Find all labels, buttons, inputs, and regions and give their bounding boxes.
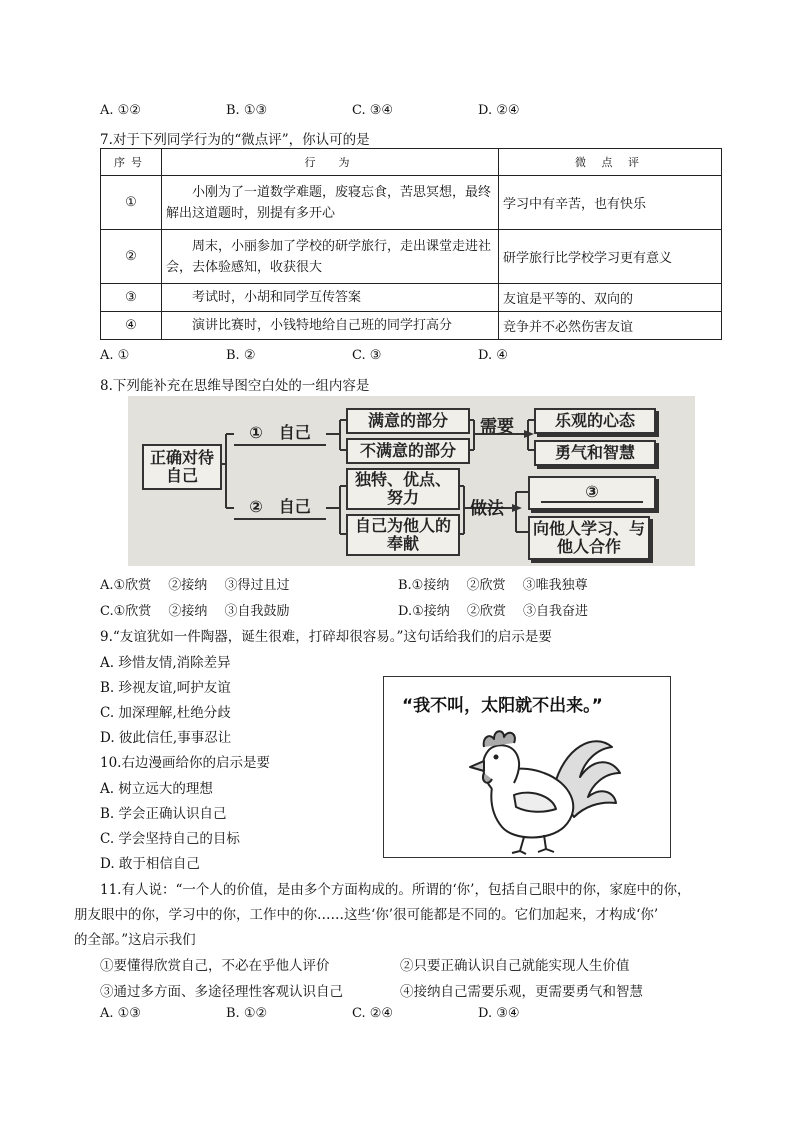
q6-option-a: A. ①② xyxy=(100,103,141,118)
q7-row-behavior: 周末，小丽参加了学校的研学旅行，走出课堂走进社会，去体验感知，收获很大 xyxy=(162,230,499,284)
q11-statement-2: ②只要正确认识自己就能实现人生价值 xyxy=(400,958,630,974)
q11-option-b: B. ①② xyxy=(226,1006,268,1021)
q7-row-comment: 研学旅行比学校学习更有意义 xyxy=(499,230,722,284)
q7-option-b: B. ② xyxy=(226,348,256,363)
mind-map-unsatisfied: 不满意的部分 xyxy=(346,438,470,464)
table-row xyxy=(101,312,722,340)
q9-option-c: C. 加深理解,杜绝分歧 xyxy=(100,705,231,721)
q10-option-c: C. 学会坚持自己的目标 xyxy=(100,831,240,847)
mind-map xyxy=(128,396,695,566)
mind-map-strengths: 独特、优点、努力 xyxy=(346,468,460,510)
q11-statement-3: ③通过多方面、多途径理性客观认识自己 xyxy=(100,984,343,1000)
q11-stem-line-3: 的全部。”这启示我们 xyxy=(74,932,196,948)
q11-stem-line-2: 朋友眼中的你，学习中的你，工作中的你……这些‘你’很可能都是不同的。它们加起来，才构成‘你’ xyxy=(74,907,659,923)
q6-option-b: B. ①③ xyxy=(226,103,268,118)
mind-map-branch-1: ① 自己 xyxy=(234,422,326,446)
q11-option-a: A. ①③ xyxy=(100,1006,141,1021)
q11-option-d: D. ③④ xyxy=(478,1006,520,1021)
q7-row-no: ③ xyxy=(101,284,162,312)
q7-row-behavior: 演讲比赛时，小钱特地给自己班的同学打高分 xyxy=(162,312,499,340)
q6-option-d: D. ②④ xyxy=(478,103,520,118)
mind-map-contribution: 自己为他人的奉献 xyxy=(346,514,460,556)
q9-stem: 9.“友谊犹如一件陶器，诞生很难，打碎却很容易。”这句话给我们的启示是要 xyxy=(100,629,552,645)
q7-row-comment: 竞争并不必然伤害友谊 xyxy=(499,312,722,340)
mind-map-root: 正确对待自己 xyxy=(142,444,222,490)
mind-map-courage: 勇气和智慧 xyxy=(534,440,656,466)
comic-caption: “我不叫，太阳就不出来。” xyxy=(402,696,603,716)
q11-statement-1: ①要懂得欣赏自己，不必在乎他人评价 xyxy=(100,958,330,974)
q7-row-behavior: 小刚为了一道数学难题，废寝忘食，苦思冥想，最终解出这道题时，别提有多开心 xyxy=(162,176,499,230)
q8-option-b: B.①接纳 ②欣赏 ③唯我独尊 xyxy=(398,578,588,593)
table-row xyxy=(101,230,722,284)
q7-row-no: ① xyxy=(101,176,162,230)
q6-options xyxy=(100,103,520,118)
q8-option-a: A.①欣赏 ②接纳 ③得过且过 xyxy=(100,578,290,593)
mind-map-do-label: 做法 xyxy=(470,499,504,519)
q8-option-c: C.①欣赏 ②接纳 ③自我鼓励 xyxy=(100,604,290,619)
mind-map-branch-2: ② 自己 xyxy=(234,496,326,520)
q7-row-no: ② xyxy=(101,230,162,284)
q8-options-row1 xyxy=(100,574,588,593)
q7-stem: 7.对于下列同学行为的“微点评”，你认可的是 xyxy=(100,132,370,148)
q11-statement-4: ④接纳自己需要乐观，更需要勇气和智慧 xyxy=(400,984,643,1000)
q8-options-row2 xyxy=(100,600,588,619)
q7-option-a: A. ① xyxy=(100,348,130,363)
q11-stem-line-1: 11.有人说：“一个人的价值，是由多个方面构成的。所谓的‘你’，包括自己眼中的你，家庭中的你， xyxy=(100,882,691,898)
q7-table xyxy=(100,148,722,340)
mind-map-learn: 向他人学习、与他人合作 xyxy=(528,516,650,560)
q7-options xyxy=(100,348,508,363)
table-row xyxy=(101,284,722,312)
rooster-comic xyxy=(383,676,671,858)
q7-header-comment: 微 点 评 xyxy=(499,149,722,176)
q7-row-no: ④ xyxy=(101,312,162,340)
q7-row-comment: 友谊是平等的、双向的 xyxy=(499,284,722,312)
q7-option-d: D. ④ xyxy=(478,348,508,363)
q7-option-c: C. ③ xyxy=(352,348,382,363)
q11-options xyxy=(100,1006,520,1021)
mind-map-optimism: 乐观的心态 xyxy=(534,408,656,434)
q9-option-d: D. 彼此信任,事事忍让 xyxy=(100,730,232,746)
q10-option-d: D. 敢于相信自己 xyxy=(100,856,200,872)
rooster-icon xyxy=(384,677,670,857)
q8-option-d: D.①接纳 ②欣赏 ③自我奋进 xyxy=(398,604,589,619)
mind-map-blank-3 xyxy=(528,476,656,510)
q10-option-a: A. 树立远大的理想 xyxy=(100,781,213,797)
mind-map-satisfied: 满意的部分 xyxy=(346,408,470,434)
q10-stem: 10.右边漫画给你的启示是要 xyxy=(100,755,270,771)
q7-header-behavior: 行 为 xyxy=(162,149,499,176)
table-row xyxy=(101,176,722,230)
q7-row-behavior: 考试时，小胡和同学互传答案 xyxy=(162,284,499,312)
q9-option-a: A. 珍惜友情,消除差异 xyxy=(100,655,231,671)
q7-row-comment: 学习中有辛苦，也有快乐 xyxy=(499,176,722,230)
q6-option-c: C. ③④ xyxy=(352,103,394,118)
q7-header-no: 序号 xyxy=(101,149,162,176)
q8-stem: 8.下列能补充在思维导图空白处的一组内容是 xyxy=(100,378,370,394)
q10-option-b: B. 学会正确认识自己 xyxy=(100,806,227,822)
mind-map-blank-3-label: ③ xyxy=(541,483,643,503)
q11-option-c: C. ②④ xyxy=(352,1006,394,1021)
mind-map-need-label: 需要 xyxy=(480,417,514,437)
q9-option-b: B. 珍视友谊,呵护友谊 xyxy=(100,680,231,696)
q7-header-row xyxy=(101,149,722,176)
